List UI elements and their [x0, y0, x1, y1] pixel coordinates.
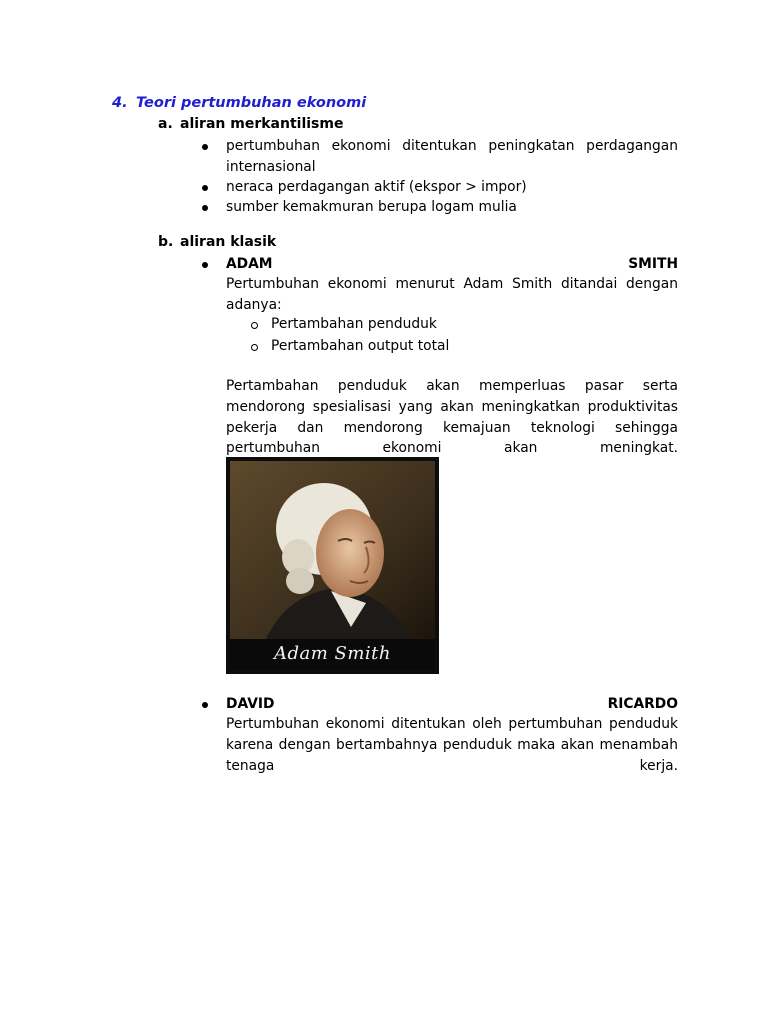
subsection-title: aliran klasik	[180, 234, 277, 250]
list-item: pertumbuhan ekonomi ditentukan peningkatan perdagangan internasional	[226, 138, 678, 175]
economist-name-ricardo	[226, 694, 678, 715]
adam-smith-portrait	[226, 457, 439, 674]
circle-bullet-icon	[251, 322, 258, 329]
list-item: sumber kemakmuran berupa logam mulia	[226, 199, 517, 215]
portrait-illustration	[226, 457, 439, 674]
subsection-merkantilisme-heading	[158, 116, 343, 132]
bullet-icon	[202, 185, 208, 191]
portrait-caption: Adam Smith	[273, 643, 392, 664]
circle-bullet-icon	[251, 344, 258, 351]
section-title: Teori pertumbuhan ekonomi	[136, 95, 367, 111]
smith-intro: Pertumbuhan ekonomi menurut Adam Smith ditandai dengan adanya:	[226, 276, 678, 313]
bullet-icon	[202, 702, 208, 708]
bullet-icon	[202, 262, 208, 268]
smith-paragraph: Pertambahan penduduk akan memperluas pasar serta mendorong spesialisasi yang akan meningkatkan produktivitas pekerja dan mendorong kemajuan teknologi sehingga pertumbuhan ekonomi akan meningkat.	[226, 378, 678, 457]
section-number: 4.	[112, 95, 128, 111]
section-heading	[112, 95, 366, 111]
name-first: DAVID	[226, 696, 275, 712]
bullet-icon	[202, 144, 208, 150]
subsection-title: aliran merkantilisme	[180, 116, 344, 132]
name-last: SMITH	[628, 256, 678, 272]
subsection-marker: b.	[158, 234, 174, 250]
list-item: neraca perdagangan aktif (ekspor > impor)	[226, 179, 527, 195]
sub-list-item: Pertambahan penduduk	[271, 316, 437, 332]
economist-name-smith	[226, 254, 678, 275]
subsection-klasik-heading	[158, 234, 276, 250]
name-first: ADAM	[226, 256, 273, 272]
sub-list-item: Pertambahan output total	[271, 338, 450, 354]
bullet-icon	[202, 205, 208, 211]
name-last: RICARDO	[607, 696, 678, 712]
ricardo-paragraph: Pertumbuhan ekonomi ditentukan oleh pertumbuhan penduduk karena dengan bertambahnya penduduk maka akan menambah tenaga kerja.	[226, 716, 678, 774]
subsection-marker: a.	[158, 116, 173, 132]
